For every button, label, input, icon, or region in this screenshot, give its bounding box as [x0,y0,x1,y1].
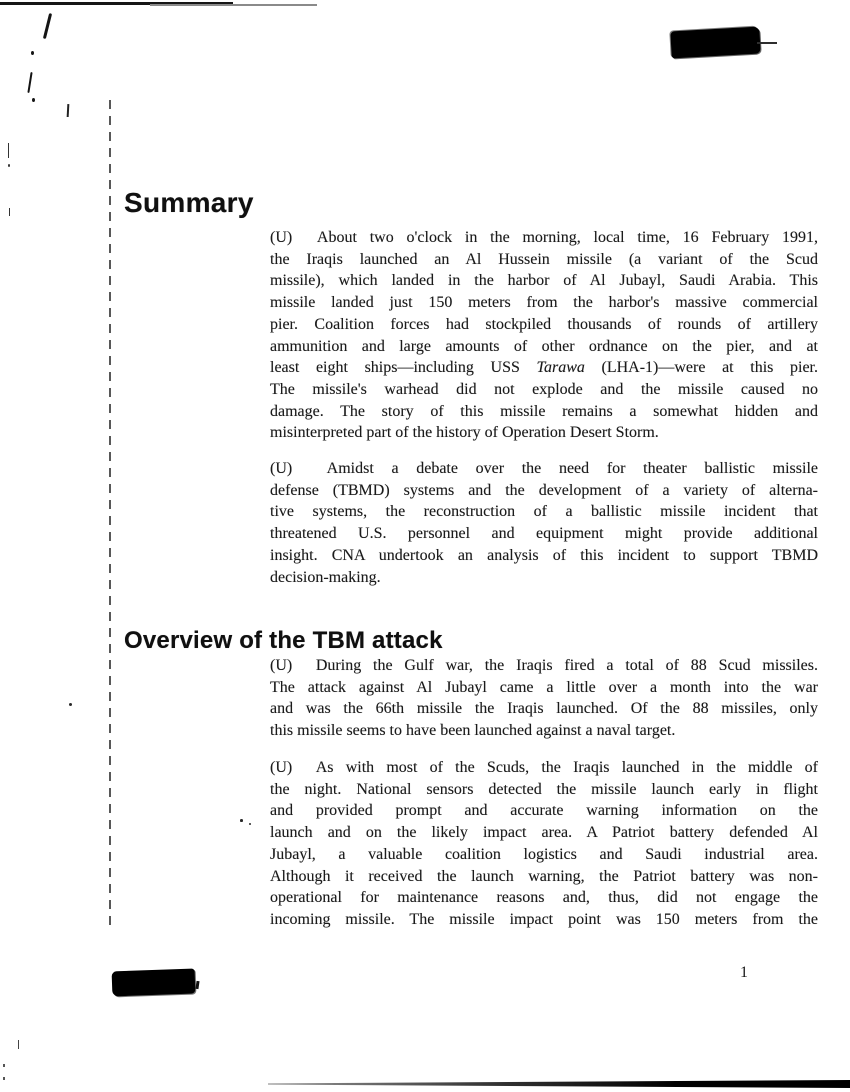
scan-speck [9,208,10,216]
redaction-bar-icon [112,969,196,997]
text-line: least eight ships—including USS Tarawa (LHA-1)—were at this pier. [270,359,818,377]
page-number: 1 [740,964,748,981]
scan-speck [18,1040,19,1049]
text-line: launch and on the likely impact area. A Patriot battery defended Al [270,824,818,842]
text-line: the night. National sensors detected the missile launch early in flight [270,780,818,798]
text-line: ammunition and large amounts of other ordnance on the pier, and at [270,337,818,355]
paragraph-overview-2 [270,757,818,931]
scan-speck [8,143,9,158]
text-line: and was the 66th missile the Iraqis launched. Of the 88 missiles, only [270,700,818,718]
text-line: decision-making. [270,568,381,586]
scan-speck [3,1064,5,1067]
pen-tick-mark-icon [67,104,69,117]
pen-dot-mark-icon [249,823,251,825]
text-line: missile landed just 150 meters from the harbor's massive commercial [270,294,818,312]
text-line: (U) Amidst a debate over the need for theater ballistic missile [270,460,818,477]
text-line: (U) About two o'clock in the morning, local time, 16 February 1991, [270,229,818,246]
redaction-bar-icon [670,27,760,59]
text-line: pier. Coalition forces had stockpiled thousands of rounds of artillery [270,315,818,333]
text-line: operational for maintenance reasons and, thus, did not engage the [270,889,818,907]
paragraph-summary-2 [270,458,818,588]
text-line: this missile seems to have been launched against a naval target. [270,722,676,740]
dashed-margin-line [109,100,111,926]
text-line: misinterpreted part of the history of Operation Desert Storm. [270,424,659,442]
pen-slash-mark-icon [27,72,33,93]
text-line: tive systems, the reconstruction of a ballistic missile incident that [270,503,818,521]
scan-bottom-edge-line [268,1080,850,1088]
section-heading-summary: Summary [124,186,254,218]
scan-speck [8,164,10,167]
text-line: the Iraqis launched an Al Hussein missile (a variant of the Scud [270,250,818,268]
pen-dot-mark-icon [240,819,243,822]
redaction-dash-line [757,42,777,44]
pen-slash-mark-icon [43,13,52,39]
text-line: The missile's warhead did not explode and the missile caused no [270,380,818,398]
text-line: The attack against Al Jubayl came a little over a month into the war [270,678,818,696]
pen-dot-mark-icon [31,51,34,55]
text-line: threatened U.S. personnel and equipment might provide additional [270,525,818,543]
paragraph-summary-1 [270,227,818,444]
text-line: (U) As with most of the Scuds, the Iraqis launched in the middle of [270,759,818,776]
text-line: damage. The story of this missile remains a somewhat hidden and [270,402,818,420]
text-line: Jubayl, a valuable coalition logistics and Saudi industrial area. [270,845,818,863]
pen-dot-mark-icon [32,98,35,102]
text-line: missile), which landed in the harbor of Al Jubayl, Saudi Arabia. This [270,272,818,290]
scan-top-edge-line-faint [150,4,317,6]
scan-speck [3,1077,5,1080]
text-line: incoming missile. The missile impact point was 150 meters from the [270,910,818,928]
text-line: Although it received the launch warning, the Patriot battery was non- [270,867,818,885]
text-line: and provided prompt and accurate warning information on the [270,802,818,820]
redaction-bar-tip [195,981,199,989]
text-line: insight. CNA undertook an analysis of this incident to support TBMD [270,546,818,564]
scan-speck [69,703,72,706]
paragraph-overview-1 [270,655,818,742]
section-heading-overview: Overview of the TBM attack [124,626,443,654]
text-line: (U) During the Gulf war, the Iraqis fired a total of 88 Scud missiles. [270,657,818,674]
text-line: defense (TBMD) systems and the development of a variety of alterna- [270,481,818,499]
